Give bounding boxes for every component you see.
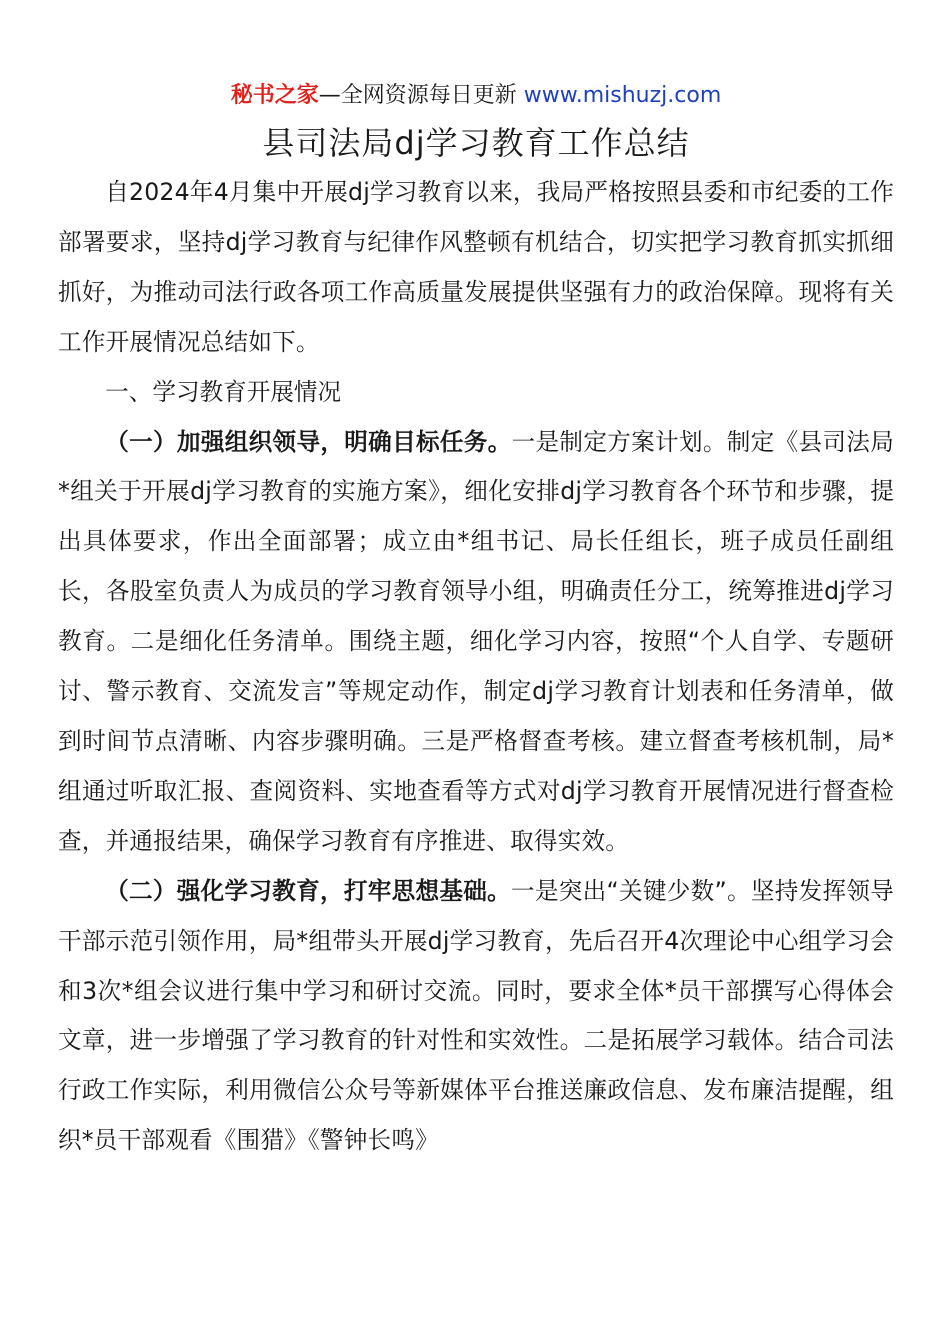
document-title: 县司法局dj学习教育工作总结 <box>262 124 690 162</box>
item-2-lead: （二）强化学习教育，打牢思想基础。 <box>105 876 511 905</box>
site-url-link[interactable]: www.mishuzj.com <box>523 83 722 108</box>
brand-name: 秘书之家 <box>230 83 319 108</box>
section-heading: 一、学习教育开展情况 <box>105 377 342 406</box>
item-2-paragraph <box>58 867 894 1166</box>
document-page <box>58 78 894 1166</box>
header-tagline: —全网资源每日更新 <box>318 83 517 108</box>
site-header <box>58 78 894 114</box>
intro-paragraph: 自2024年4月集中开展dj学习教育以来，我局严格按照县委和市纪委的工作部署要求，坚持dj学习教育与纪律作风整顿有机结合，切实把学习教育抓实抓细抓好，为推动司法行政各项工作高质量发展提供坚强有力的政治保障。现将有关工作开展情况总结如下。 <box>58 178 894 356</box>
item-1-paragraph <box>58 418 894 867</box>
item-1-lead: （一）加强组织领导，明确目标任务。 <box>105 427 512 456</box>
item-1-body: 一是制定方案计划。制定《县司法局*组关于开展dj学习教育的实施方案》，细化安排dj学习教育各个环节和步骤，提出具体要求，作出全面部署；成立由*组书记、局长任组长，班子成员任副组长，各股室负责人为成员的学习教育领导小组，明确责任分工，统筹推进dj学习教育。二是细化任务清单。围绕主题，细化学习内容，按照“个人自学、专题研讨、警示教育、交流发言”等规定动作，制定dj学习教育计划表和任务清单，做到时间节点清晰、内容步骤明确。三是严格督查考核。建立督查考核机制，局*组通过听取汇报、查阅资料、实地查看等方式对dj学习教育开展情况进行督查检查，并通报结果，确保学习教育有序推进、取得实效。 <box>58 427 894 855</box>
item-2-body: 一是突出“关键少数”。坚持发挥领导干部示范引领作用，局*组带头开展dj学习教育，先后召开4次理论中心组学习会和3次*组会议进行集中学习和研讨交流。同时，要求全体*员干部撰写心得体会文章，进一步增强了学习教育的针对性和实效性。二是拓展学习载体。结合司法行政工作实际，利用微信公众号等新媒体平台推送廉政信息、发布廉洁提醒，组织*员干部观看《围猎》《警钟长鸣》 <box>58 876 894 1155</box>
